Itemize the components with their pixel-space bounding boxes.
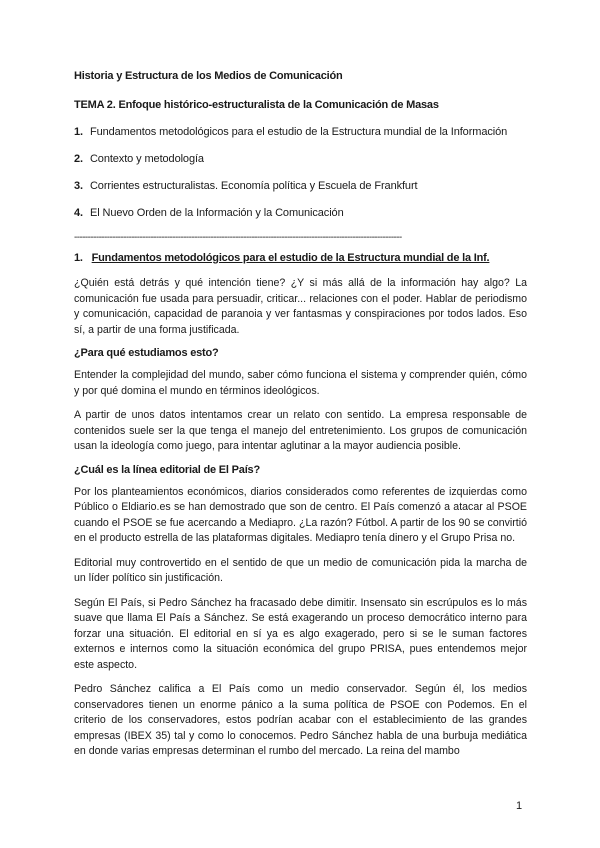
toc-item-text: Fundamentos metodológicos para el estudio de la Estructura mundial de la Información bbox=[89, 126, 508, 138]
toc-item-number: 3. bbox=[74, 180, 83, 192]
toc-item bbox=[74, 153, 527, 165]
toc-item-text: El Nuevo Orden de la Información y la Comunicación bbox=[89, 207, 344, 219]
toc-item bbox=[74, 180, 527, 192]
toc-item-text: Corrientes estructuralistas. Economía política y Escuela de Frankfurt bbox=[89, 180, 418, 192]
paragraph: Pedro Sánchez califica a El País como un medio conservador. Según él, los medios conservadores tienen un enorme pánico a la suma política de PSOE con Podemos. En el criterio de los conservadores, estos podrían acabar con el establecimiento de las grandes empresas (IBEX 35) tal y como lo conocemos. Pedro Sánchez habla de una burbuja mediática en donde varias empresas determinan el rumbo del mercado. La reina del mambo bbox=[74, 683, 527, 757]
page-content bbox=[74, 70, 527, 769]
paragraph: A partir de unos datos intentamos crear un relato con sentido. La empresa responsable de contenidos suele ser la que tenga el manejo del entretenimiento. Los grupos de comunicación usan la ideología como juego, para intentar aglutinar a la mayor audiencia posible. bbox=[74, 409, 527, 452]
subheading-why-study: ¿Para qué estudiamos esto? bbox=[74, 347, 219, 359]
document-title: Historia y Estructura de los Medios de Comunicación bbox=[74, 70, 343, 82]
paragraph: ¿Quién está detrás y qué intención tiene? ¿Y si más allá de la información hay algo? La comunicación fue usada para persuadir, criticar... relaciones con el poder. Hablar de periodismo y comunicación, capacidad de paranoia y ver fantasmas y conspiraciones por todos lados. Eso sí, a partir de una forma justificada. bbox=[74, 277, 527, 336]
paragraph: Por los planteamientos económicos, diarios considerados como referentes de izquierdas como Público o Eldiario.es se han demostrado que son de centro. El País comenzó a atacar al PSOE cuando el PSOE se fue acercando a Mediapro. ¿La razón? Fútbol. A partir de los 90 se convirtió en el producto estrella de las plataformas digitales. Mediapro tenía dinero y el Grupo Prisa no. bbox=[74, 485, 527, 544]
paragraph: Según El País, si Pedro Sánchez ha fracasado debe dimitir. Insensato sin escrúpulos es lo más suave que llama El País a Sánchez. Se está exagerando un proceso democrático interno para forzar una situación. El editorial en sí ya es algo exagerado, pero si se le suman factores externos e internos como la situación económica del grupo PRISA, pues entendemos mejor este aspecto. bbox=[74, 596, 527, 671]
tema-heading: TEMA 2. Enfoque histórico-estructuralista de la Comunicación de Masas bbox=[74, 99, 439, 111]
paragraph: Entender la complejidad del mundo, saber cómo funciona el sistema y comprender quién, cómo y por qué domina el mundo en términos ideológicos. bbox=[74, 369, 527, 397]
subheading-editorial-line: ¿Cuál es la línea editorial de El País? bbox=[74, 463, 260, 476]
section-1-title: Fundamentos metodológicos para el estudio de la Estructura mundial de la Inf. bbox=[91, 252, 490, 264]
section-1-number: 1. bbox=[74, 252, 83, 264]
toc-item-number: 1. bbox=[74, 126, 83, 138]
toc-item bbox=[74, 126, 527, 138]
dashed-divider: ------------------------------------------------------------------------------------------------------------------------ bbox=[74, 232, 402, 243]
toc-item-text: Contexto y metodología bbox=[89, 153, 204, 165]
toc-item bbox=[74, 207, 527, 219]
paragraph: Editorial muy controvertido en el sentido de que un medio de comunicación pida la marcha de un líder político sin justificación. bbox=[74, 556, 527, 584]
section-1-heading bbox=[74, 252, 527, 264]
toc-item-number: 2. bbox=[74, 153, 83, 165]
page-number: 1 bbox=[516, 800, 523, 812]
toc-item-number: 4. bbox=[74, 207, 83, 219]
